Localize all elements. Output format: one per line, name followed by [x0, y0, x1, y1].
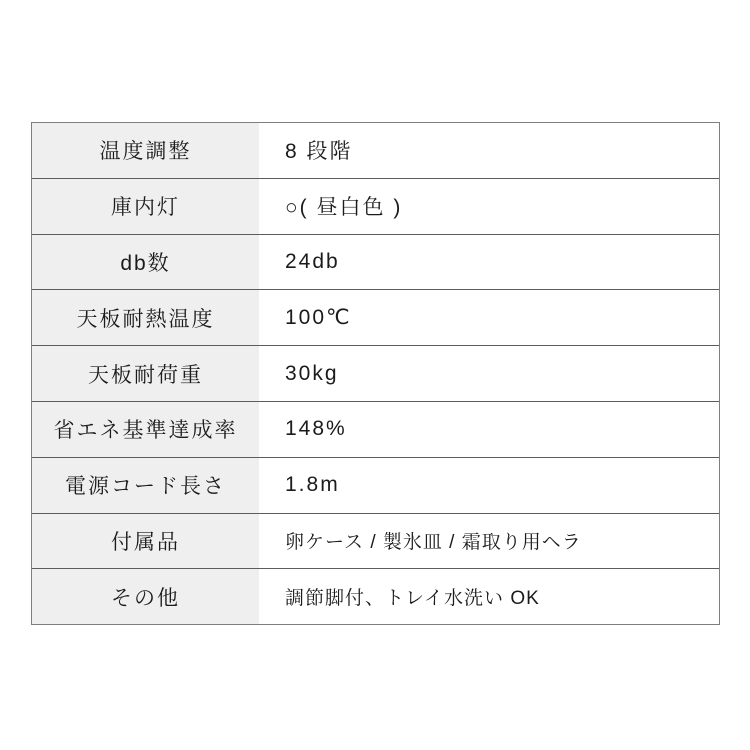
spec-row: [32, 235, 719, 291]
spec-value: 8 段階: [259, 123, 719, 178]
spec-label: 庫内灯: [32, 179, 259, 234]
spec-value: 卵ケース / 製氷皿 / 霜取り用ヘラ: [259, 514, 719, 569]
spec-label: 天板耐荷重: [32, 346, 259, 401]
spec-row: [32, 290, 719, 346]
spec-label: その他: [32, 569, 259, 624]
spec-label: db数: [32, 235, 259, 290]
spec-value: 148%: [259, 402, 719, 457]
spec-label: 天板耐熱温度: [32, 290, 259, 345]
spec-value: 100℃: [259, 290, 719, 345]
spec-row: [32, 123, 719, 179]
spec-row: [32, 514, 719, 570]
spec-row: [32, 402, 719, 458]
spec-row: [32, 346, 719, 402]
spec-label: 電源コード長さ: [32, 458, 259, 513]
spec-label: 省エネ基準達成率: [32, 402, 259, 457]
spec-value: ○( 昼白色 ): [259, 179, 719, 234]
spec-row: [32, 569, 719, 624]
spec-value: 調節脚付、トレイ水洗い OK: [259, 569, 719, 624]
spec-row: [32, 179, 719, 235]
spec-value: 24db: [259, 235, 719, 290]
spec-table: [31, 122, 720, 625]
spec-value: 1.8m: [259, 458, 719, 513]
spec-row: [32, 458, 719, 514]
spec-value: 30kg: [259, 346, 719, 401]
spec-label: 温度調整: [32, 123, 259, 178]
spec-label: 付属品: [32, 514, 259, 569]
